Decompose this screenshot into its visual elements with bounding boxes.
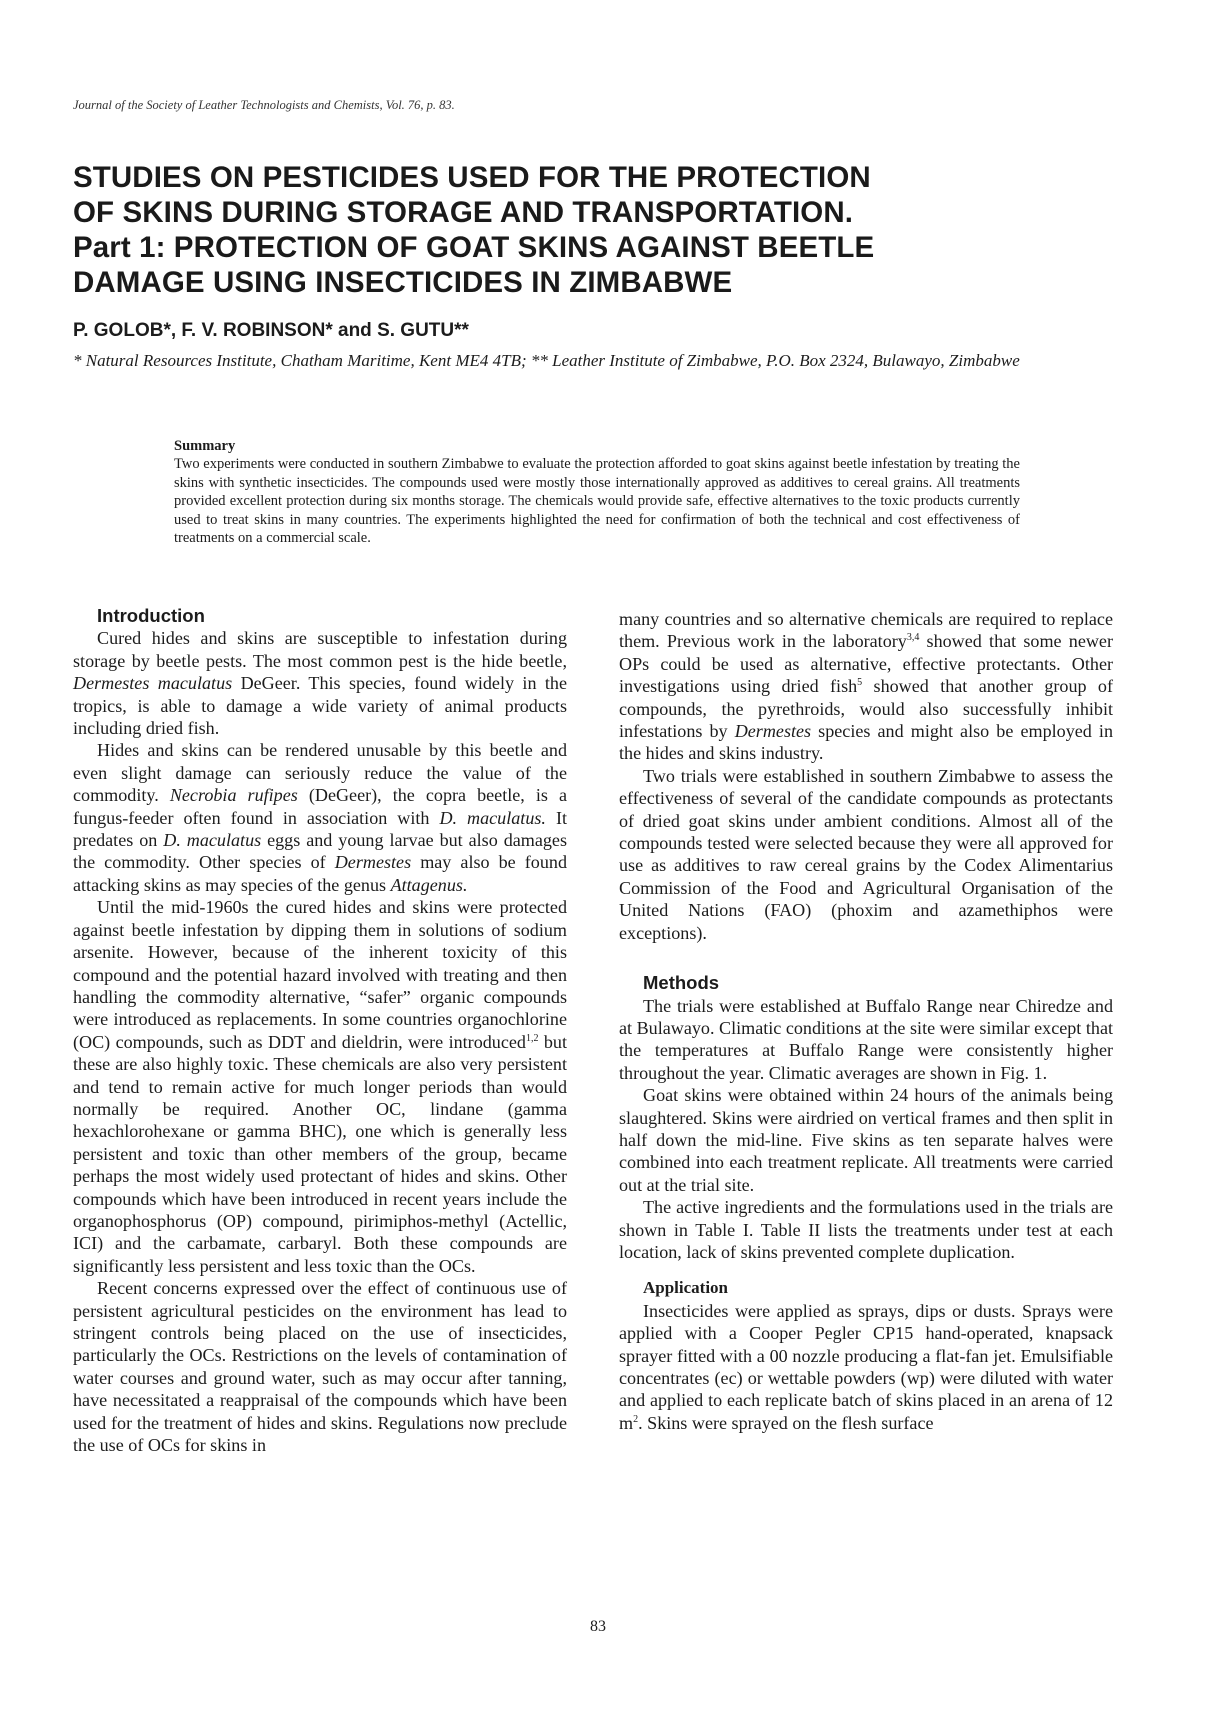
title-line: OF SKINS DURING STORAGE AND TRANSPORTATION. — [73, 196, 854, 229]
journal-citation: Journal of the Society of Leather Technologists and Chemists, Vol. 76, p. 83. — [73, 98, 455, 112]
introduction-heading: Introduction — [97, 605, 205, 626]
intro-paragraph-5: many countries and so alternative chemicals are required to replace them. Previous work in the laboratory$^{3,4}$ showed that some newer OPs could be used as alternative, effective protectants. Other investigations using dried fish$^5$ showed that another group of compounds, the pyrethroids, would also successfully inhibit infestations by Dermestes species and might also be employed in the hides and skins industry. — [619, 609, 1113, 764]
application-heading: Application — [643, 1278, 729, 1298]
title-line: STUDIES ON PESTICIDES USED FOR THE PROTECTION — [73, 161, 871, 194]
summary-text: Two experiments were conducted in southern Zimbabwe to evaluate the protection afforded to goat skins against beetle infestation by treating the skins with synthetic insecticides. The compounds used were mostly those internationally approved as additives to cereal grains. All treatments provided excellent protection during six months storage. The chemicals would provide safe, effective alternatives to the toxic products currently used to treat skins in many countries. The experiments highlighted the need for confirmation of both the technical and cost effectiveness of treatments on a commercial scale. — [174, 456, 1020, 547]
author-affiliations: * Natural Resources Institute, Chatham Maritime, Kent ME4 4TB; ** Leather Institute of Zimbabwe, P.O. Box 2324, Bulawayo, Zimbabwe — [73, 351, 1020, 370]
methods-heading: Methods — [643, 972, 720, 994]
left-column — [73, 605, 567, 1456]
author-list: P. GOLOB*, F. V. ROBINSON* and S. GUTU** — [73, 320, 469, 341]
page-number: 83 — [590, 1618, 606, 1635]
title-line: DAMAGE USING INSECTICIDES IN ZIMBABWE — [73, 266, 733, 299]
intro-paragraph-6: Two trials were established in southern Zimbabwe to assess the effectiveness of several of the candidate compounds as protectants of dried goat skins under ambient conditions. Almost all of the compounds tested were selected because they were all approved for use as additives to raw cereal grains by the Codex Alimentarius Commission of the Food and Agricultural Organisation of the United Nations (FAO) (phoxim and azamethiphos were exceptions). — [619, 765, 1113, 943]
article-title — [73, 160, 1153, 300]
intro-paragraph-4: Recent concerns expressed over the effect of continuous use of persistent agricultural pesticides on the environment has lead to stringent controls being placed on the use of insecticides, particularly the OCs. Restrictions on the levels of contamination of water courses and ground water, such as may occur after tanning, have necessitated a reappraisal of the compounds which have been used for the treatment of hides and skins. Regulations now preclude the use of OCs for skins in — [73, 1278, 567, 1456]
methods-paragraph-1: The trials were established at Buffalo Range near Chiredze and at Bulawayo. Climatic conditions at the site were similar except that the temperatures at Buffalo Range were consistently higher throughout the year. Climatic averages are shown in Fig. 1. — [619, 995, 1113, 1083]
intro-paragraph-1: Cured hides and skins are susceptible to infestation during storage by beetle pests. The most common pest is the hide beetle, Dermestes maculatus DeGeer. This species, found widely in the tropics, is able to damage a wide variety of animal products including dried fish. — [73, 628, 568, 739]
methods-paragraph-3: The active ingredients and the formulations used in the trials are shown in Table I. Table II lists the treatments under test at each location, lack of skins prevented complete duplication. — [619, 1197, 1113, 1262]
summary-block — [174, 437, 1020, 547]
title-line: Part 1: PROTECTION OF GOAT SKINS AGAINST BEETLE — [73, 231, 875, 264]
right-column — [619, 608, 1113, 1434]
summary-heading: Summary — [174, 438, 236, 454]
methods-paragraph-2: Goat skins were obtained within 24 hours of the animals being slaughtered. Skins were airdried on vertical frames and then split in half down the mid-line. Five skins as ten separate halves were combined into each treatment replicate. All treatments were carried out at the trial site. — [619, 1085, 1113, 1195]
application-paragraph-1: Insecticides were applied as sprays, dips or dusts. Sprays were applied with a Cooper Pegler CP15 hand-operated, knapsack sprayer fitted with a 00 nozzle producing a flat-fan jet. Emulsifiable concentrates (ec) or wettable powders (wp) were diluted with water and applied to each replicate batch of skins placed in an arena of 12 $m^2$. Skins were sprayed on the flesh surface — [619, 1300, 1113, 1433]
intro-paragraph-2: Hides and skins can be rendered unusable by this beetle and even slight damage can seriously reduce the value of the commodity. Necrobia rufipes (DeGeer), the copra beetle, is a fungus-feeder often found in association with D. maculatus. It predates on D. maculatus eggs and young larvae but also damages the commodity. Other species of Dermestes may also be found attacking skins as may species of the genus Attagenus. — [73, 740, 568, 895]
intro-paragraph-3: Until the mid-1960s the cured hides and skins were protected against beetle infestation by dipping them in solutions of sodium arsenite. However, because of the inherent toxicity of this compound and the potential hazard involved with treating and then handling the commodity alternative, “safer” organic compounds were introduced as replacements. In some countries organochlorine (OC) compounds, such as DDT and dieldrin, were introduced$^{1,2}$ but these are also highly toxic. These chemicals are also very persistent and tend to remain active for much longer periods than would normally be required. Another OC, lindane (gamma hexachlorohexane or gamma BHC), one which is generally less persistent and toxic than other members of the group, became perhaps the most widely used protectant of hides and skins. Other compounds which have been introduced in recent years include the organophosphorus (OP) compound, pirimiphos-methyl (Actellic, ICI) and the carbamate, carbaryl. Both these compounds are significantly less persistent and less toxic than the OCs. — [73, 897, 567, 1276]
